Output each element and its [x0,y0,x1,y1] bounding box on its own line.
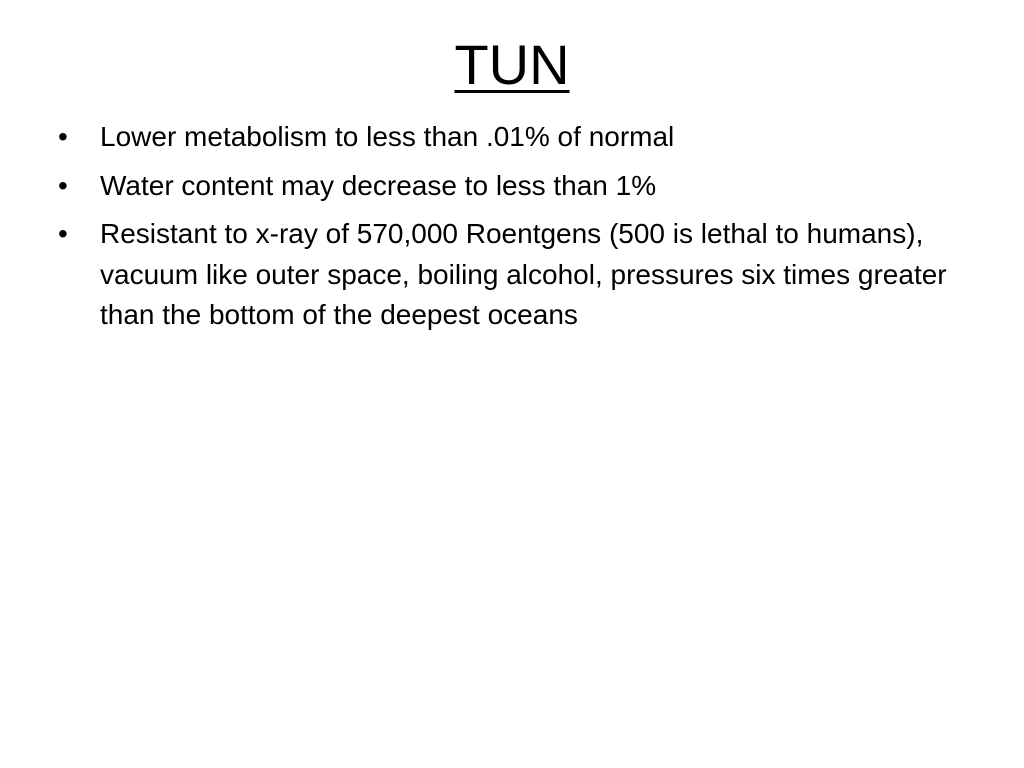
bullet-icon: • [58,121,68,152]
bullet-icon: • [58,218,68,249]
bullet-text: Lower metabolism to less than .01% of normal [100,121,675,152]
bullet-text: Resistant to x-ray of 570,000 Roentgens (500 is lethal to humans), vacuum like outer space, boiling alcohol, pressures six times greater than the bottom of the deepest oceans [100,218,947,330]
bullet-list [58,117,978,344]
slide-title-text: TUN [454,33,570,96]
slide-title [0,30,1024,100]
bullet-text: Water content may decrease to less than 1% [100,169,657,201]
bullet-item [58,117,978,158]
bullet-item [58,214,978,336]
bullet-icon: • [58,169,68,201]
bullet-item [58,166,978,207]
